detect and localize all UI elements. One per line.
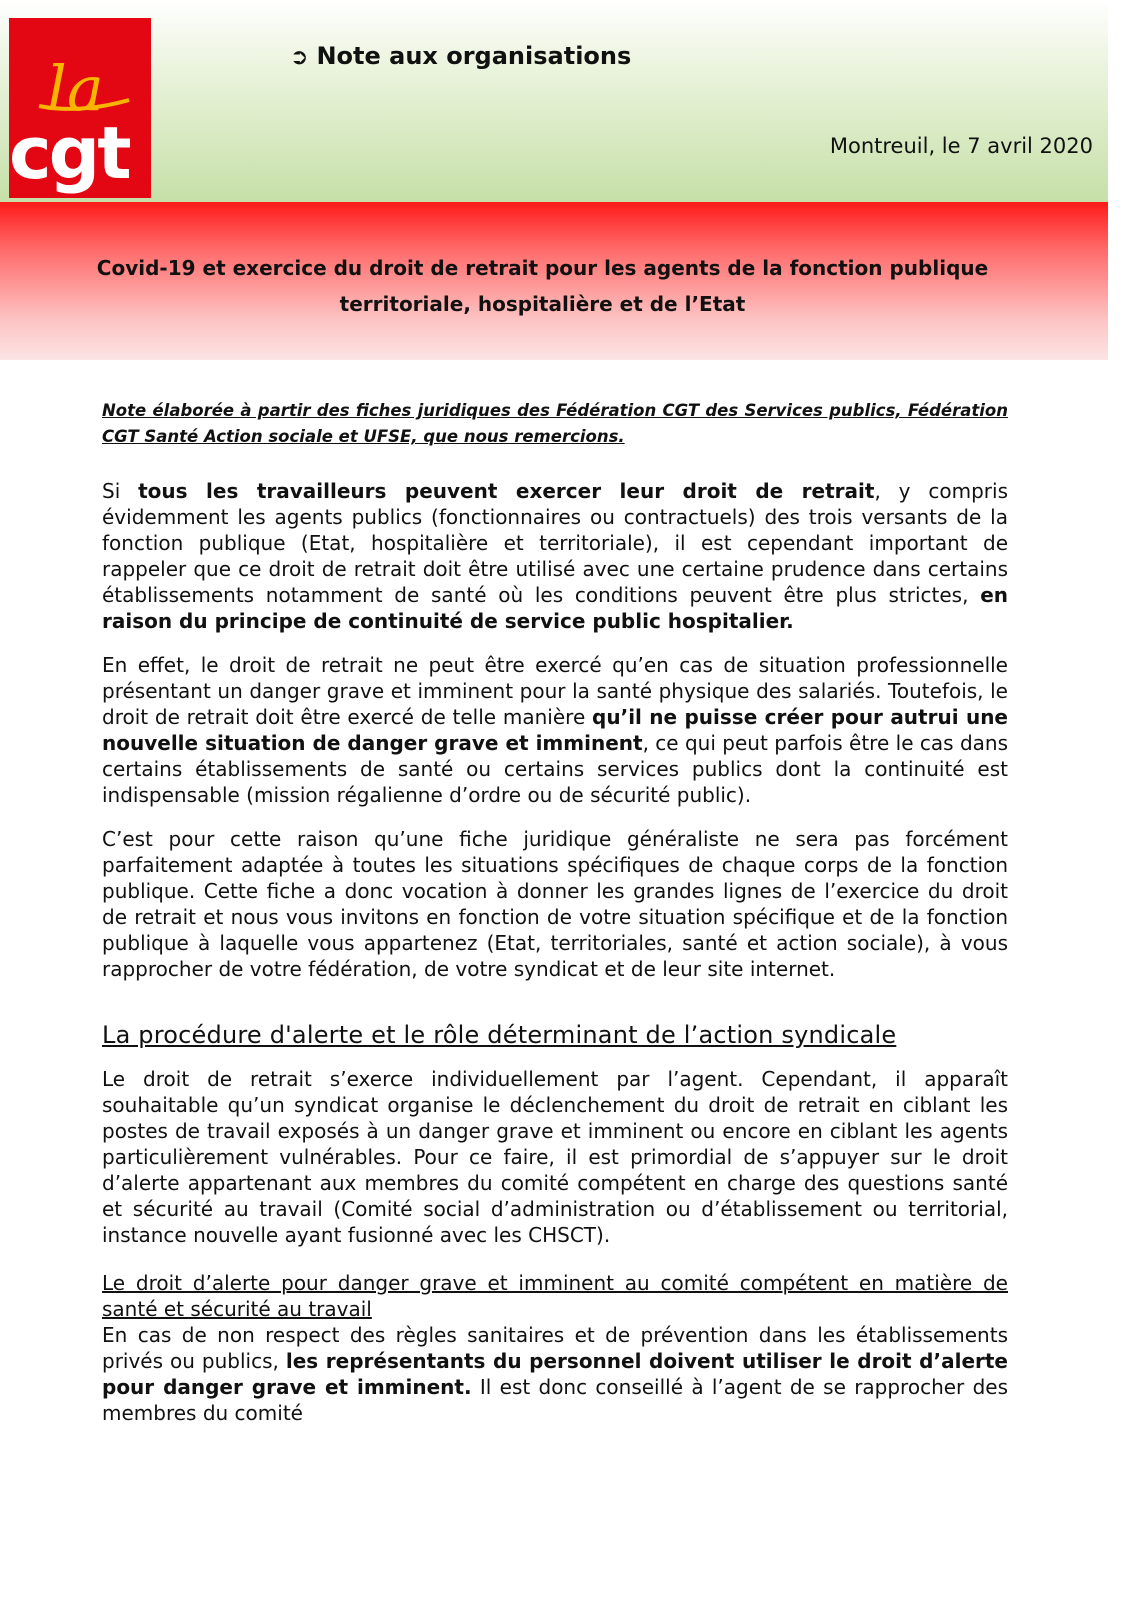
section-heading: La procédure d'alerte et le rôle déterminant de l’action syndicale	[102, 1021, 897, 1049]
document-title-line-1: Covid-19 et exercice du droit de retrait pour les agents de la fonction publique	[96, 256, 989, 280]
note-label	[290, 42, 631, 70]
logo-cgt-text: cgt	[9, 111, 129, 195]
paragraph-3: C’est pour cette raison qu’une fiche juridique généraliste ne sera pas forcément parfaitement adaptée à toutes les situations spécifiques de chaque corps de la fonction publique. Cette fiche a donc vocation à donner les grandes lignes de l’exercice du droit de retrait et nous vous invitons en fonction de votre situation spécifique et de la fonction publique à laquelle vous appartenez (Etat, territoriales, santé et action sociale), à vous rapprocher de votre fédération, de votre syndicat et de leur site internet.	[102, 827, 1008, 981]
p1-text-c: , y compris évidemment les agents publics (fonctionnaires ou contractuels) des trois versants de la fonction publique (Etat, hospitalière et territoriale), il est cependant important de rappeler que ce droit de retrait doit être utilisé avec une certaine prudence dans certains établissements notamment de santé où les conditions peuvent être plus strictes,	[102, 479, 1008, 607]
document-body	[102, 398, 1008, 1444]
document-title-line-2: territoriale, hospitalière et de l’Etat	[339, 292, 746, 316]
logo-la-text: la	[47, 52, 104, 125]
p2-bold-b: qu’il ne puisse créer pour autrui une nouvelle situation de danger grave et imminent	[102, 705, 1008, 755]
p1-bold-b: tous les travailleurs peuvent exercer leur droit de retrait	[138, 479, 875, 503]
p1-text-a: Si	[102, 479, 139, 503]
paragraph-5	[102, 1322, 1008, 1426]
cgt-logo	[9, 18, 151, 198]
p5-bold-b: les représentants du personnel doivent utiliser le droit d’alerte pour danger grave et imminent.	[102, 1349, 1008, 1399]
p2-text-c: , ce qui peut parfois être le cas dans certains établissements de santé ou certains services publics dont la continuité est indispensable (mission régalienne d’ordre ou de sécurité public).	[102, 731, 1008, 807]
intro-note: Note élaborée à partir des fiches juridiques des Fédération CGT des Services publics, Fédération CGT Santé Action sociale et UFSE, que nous remercions.	[102, 401, 1008, 446]
paragraph-1	[102, 478, 1008, 634]
paragraph-2	[102, 652, 1008, 808]
arrow-right-icon: ➲	[290, 45, 309, 70]
p5-text-c: Il est donc conseillé à l’agent de se rapprocher des membres du comité	[102, 1375, 1009, 1425]
note-label-text: Note aux organisations	[316, 42, 632, 70]
document-title	[60, 250, 1025, 322]
p5-text-a: En cas de non respect des règles sanitaires et de prévention dans les établissements privés ou publics,	[102, 1323, 1008, 1373]
p2-text-a: En effet, le droit de retrait ne peut être exercé qu’en cas de situation professionnelle présentant un danger grave et imminent pour la santé physique des salariés. Toutefois, le droit de retrait doit être exercé de telle manière	[102, 653, 1008, 729]
paragraph-4: Le droit de retrait s’exerce individuellement par l’agent. Cependant, il apparaît souhaitable qu’un syndicat organise le déclenchement du droit de retrait en ciblant les postes de travail exposés à un danger grave et imminent ou encore en ciblant les agents particulièrement vulnérables. Pour ce faire, il est primordial de s’appuyer sur le droit d’alerte appartenant aux membres du comité compétent en charge des questions santé et sécurité au travail (Comité social d’administration ou d’établissement ou territorial, instance nouvelle ayant fusionné avec les CHSCT).	[102, 1067, 1008, 1247]
header-band-green	[0, 0, 1108, 202]
sub-heading: Le droit d’alerte pour danger grave et imminent au comité compétent en matière de santé et sécurité au travail	[102, 1271, 1008, 1321]
p1-bold-d: en raison du principe de continuité de service public hospitalier.	[102, 583, 1008, 633]
place-date: Montreuil, le 7 avril 2020	[829, 134, 1093, 158]
